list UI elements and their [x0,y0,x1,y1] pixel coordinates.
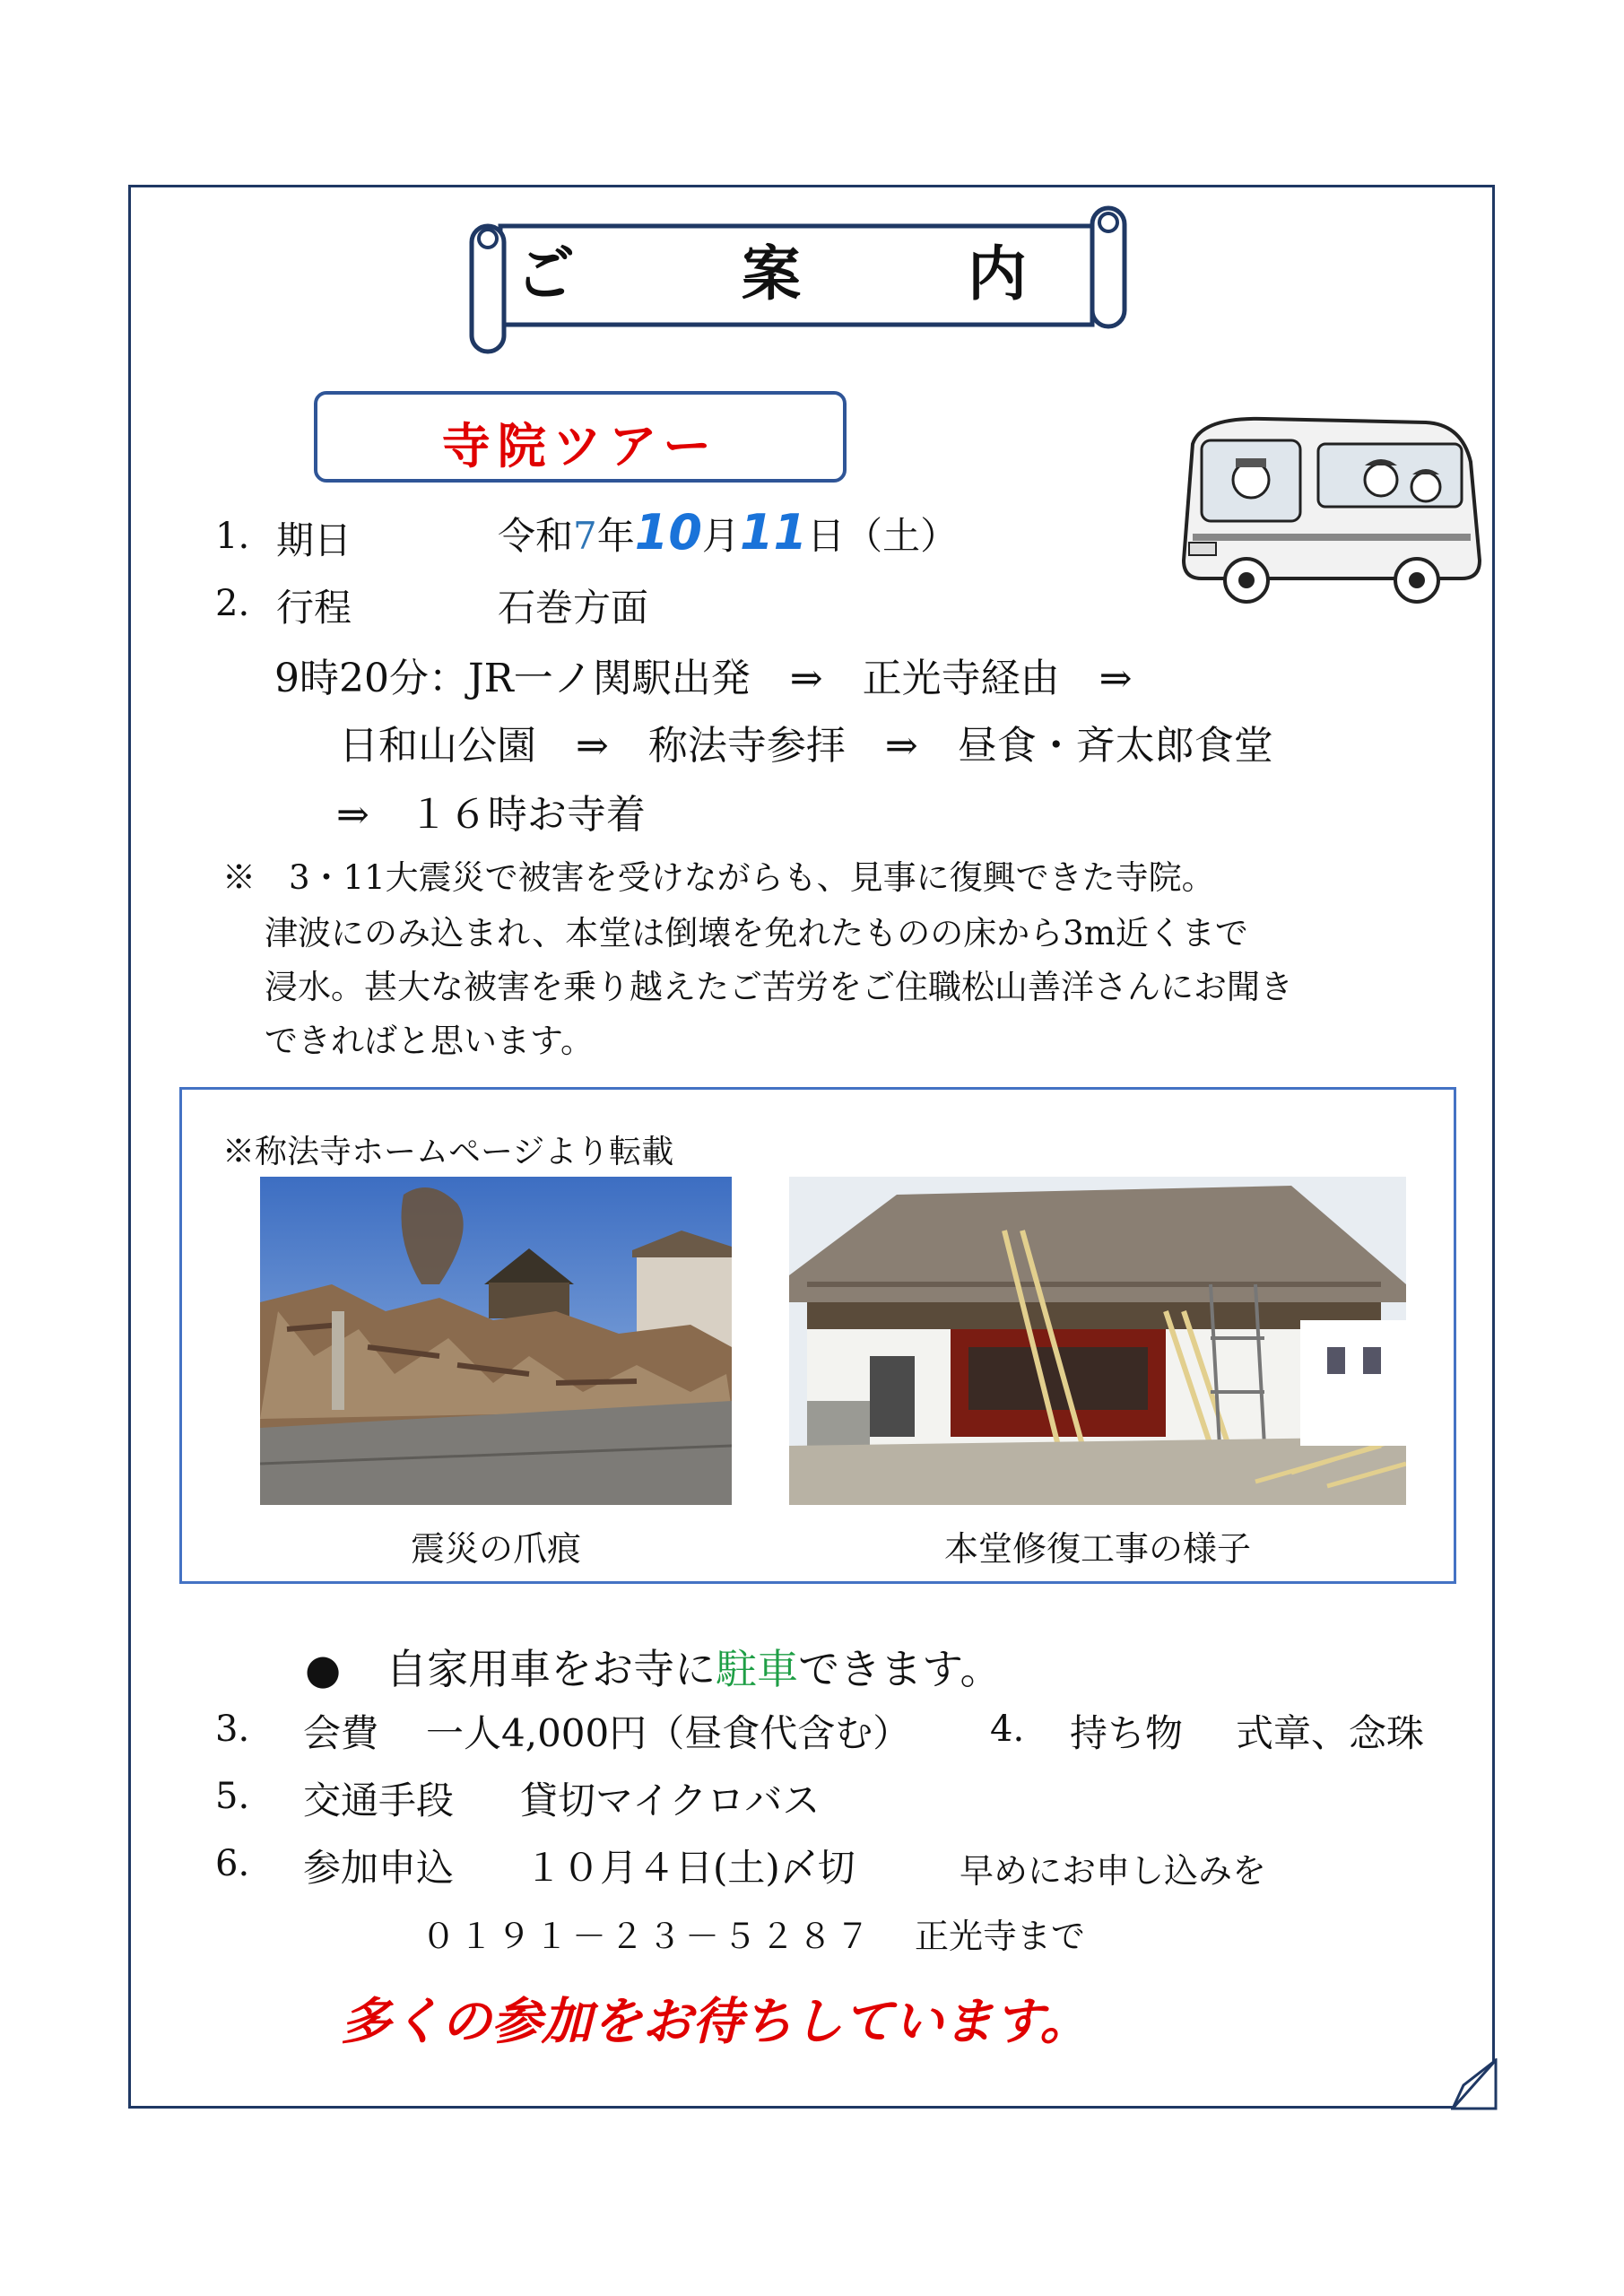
date-label: 期日 [276,518,352,562]
parking-text-post: できます。 [798,1645,1002,1693]
date-era: 令和 [498,514,574,558]
date-year-unit: 年 [596,514,635,558]
closing-message: 多くの参加をお待ちしています。 [341,1993,1090,2051]
item-number-6: 6. [215,1843,250,1884]
note-line-2: 津波にのみ込まれ、本堂は倒壊を免れたものの床から3m近くまで [265,914,1248,952]
date-day: 11 [739,504,808,561]
parking-text-pre: 自家用車をお寺に [386,1645,716,1693]
page-title: ご 案 内 [516,239,1081,309]
note-line-3: 浸水。甚大な被害を乗り越えたご苦労をご住職松山善洋さんにお聞き [265,968,1293,1006]
apply-deadline: １０月４日(土)〆切 [525,1846,855,1890]
temple-repair-photo [789,1177,1406,1505]
photo-source-note: ※称法寺ホームページより転載 [222,1134,674,1170]
date-day-unit: 日（土） [807,514,959,558]
item-number-2: 2. [215,583,250,624]
route-value: 石巻方面 [498,586,649,630]
item-number-5: 5. [215,1776,250,1817]
fee-value: 一人4,000円（昼食代含む） [426,1711,911,1755]
disaster-photo [260,1177,732,1505]
date-month: 10 [634,504,702,561]
item-number-1: 1. [215,516,250,557]
date-value [498,504,958,561]
apply-remark: 早めにお申し込みを [960,1851,1267,1891]
route-line-1: 9時20分：JR一ノ関駅出発 ⇒ 正光寺経由 ⇒ [274,656,1133,701]
phone-number: ０１９１－２３－５２８７ [421,1917,874,1956]
transport-label: 交通手段 [303,1779,455,1822]
temple-repair-caption: 本堂修復工事の様子 [943,1529,1251,1569]
route-line-2: 日和山公園 ⇒ 称法寺参拝 ⇒ 昼食・斉太郎食堂 [339,723,1273,769]
fee-label: 会費 [303,1711,379,1755]
disaster-photo-caption: 震災の爪痕 [410,1529,581,1569]
belongings-value: 式章、念珠 [1236,1711,1425,1755]
route-line-3: ⇒ １６時お寺着 [336,792,646,838]
note-line-1: ※ 3・11大震災で被害を受けながらも、見事に復興できた寺院。 [222,858,1215,897]
item-number-4: 4. [990,1709,1025,1750]
bus-illustration [1166,408,1489,614]
bullet-icon: ● [305,1645,342,1693]
page-curl-decoration [1451,2058,1498,2110]
date-year: 7 [573,514,597,558]
parking-note [305,1637,1001,1696]
belongings-label: 持ち物 [1070,1711,1184,1755]
date-month-unit: 月 [701,514,740,558]
item-number-3: 3. [215,1709,250,1750]
contact-text: 正光寺まで [915,1917,1086,1956]
parking-text-highlight: 駐車 [716,1645,799,1693]
note-line-4: できればと思います。 [265,1022,595,1060]
transport-value: 貸切マイクロバス [520,1779,821,1822]
subtitle: 寺院ツアー [441,418,719,474]
route-label: 行程 [276,586,352,630]
apply-label: 参加申込 [303,1846,455,1890]
